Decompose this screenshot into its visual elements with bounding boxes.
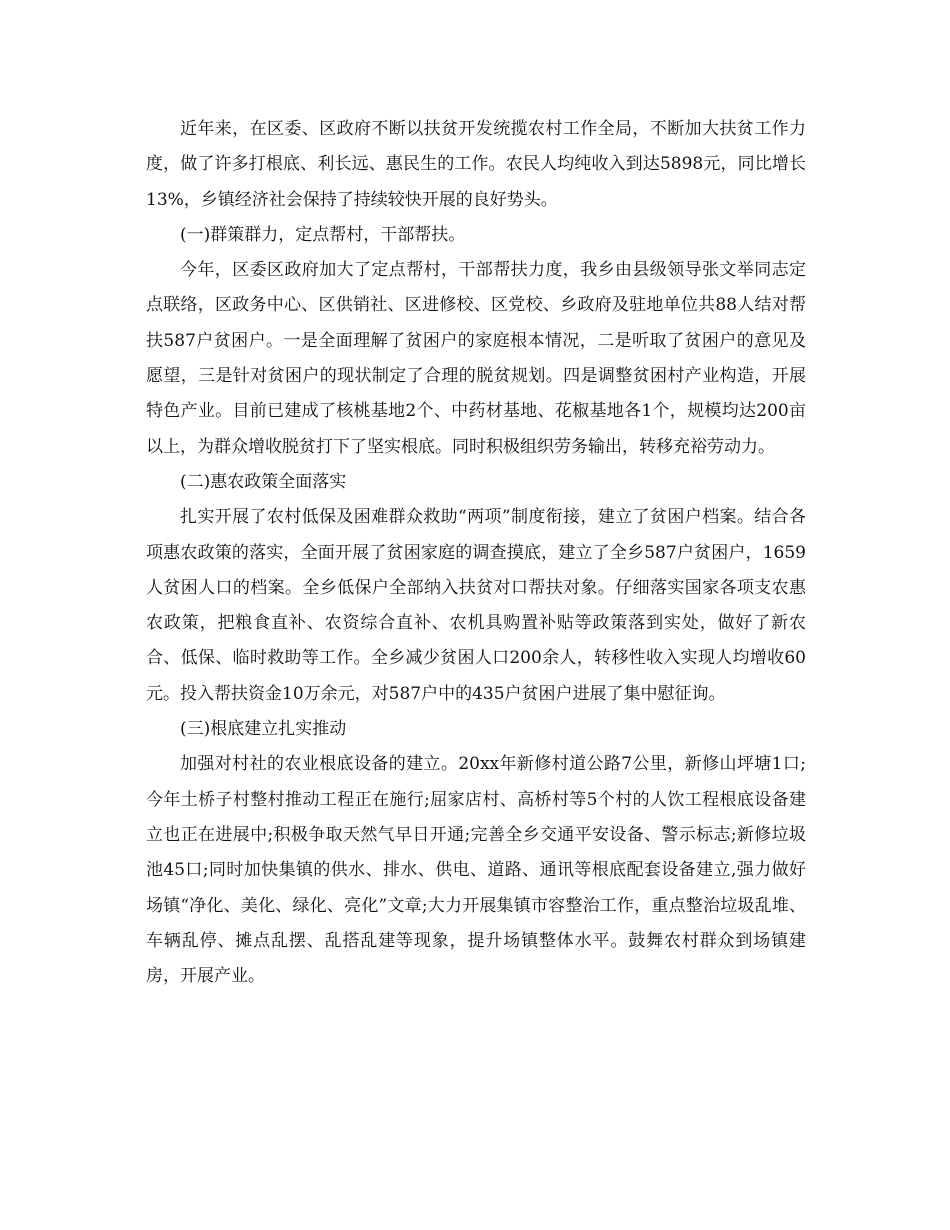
paragraph-section-1: 今年，区委区政府加大了定点帮村，干部帮扶力度，我乡由县级领导张文举同志定点联络，区政务中心、区供销社、区进修校、区党校、乡政府及驻地单位共88人结对帮扶587户贫困户。一是全面理解了贫困户的家庭根本情况，二是听取了贫困户的意见及愿望，三是针对贫困户的现状制定了合理的脱贫规划。四是调整贫困村产业构造，开展特色产业。目前已建成了核桃基地2个、中药材基地、花椒基地各1个，规模均达200亩以上，为群众增收脱贫打下了坚实根底。同时积极组织劳务输出，转移充裕劳动力。 bbox=[146, 260, 806, 457]
paragraph-intro: 近年来，在区委、区政府不断以扶贫开发统揽农村工作全局，不断加大扶贫工作力度，做了许多打根底、利长远、惠民生的工作。农民人均纯收入到达5898元，同比增长13%，乡镇经济社会保持了持续较快开展的良好势头。 bbox=[146, 119, 806, 210]
section-heading-3: (三)根底建立扎实推动 bbox=[180, 719, 347, 740]
section-heading-2: (二)惠农政策全面落实 bbox=[180, 471, 347, 492]
section-heading-1: (一)群策群力，定点帮村，干部帮扶。 bbox=[180, 224, 466, 245]
document-body bbox=[146, 112, 806, 994]
paragraph-section-2: 扎实开展了农村低保及困难群众救助“两项”制度衔接，建立了贫困户档案。结合各项惠农政策的落实，全面开展了贫困家庭的调查摸底，建立了全乡587户贫困户，1659人贫困人口的档案。全乡低保户全部纳入扶贫对口帮扶对象。仔细落实国家各项支农惠农政策，把粮食直补、农资综合直补、农机具购置补贴等政策落到实处，做好了新农合、低保、临时救助等工作。全乡减少贫困人口200余人，转移性收入实现人均增收60元。投入帮扶资金10万余元，对587户中的435户贫困户进展了集中慰征询。 bbox=[146, 507, 806, 704]
paragraph-section-3: 加强对村社的农业根底设备的建立。20xx年新修村道公路7公里，新修山坪塘1口;今年土桥子村整村推动工程正在施行;屈家店村、高桥村等5个村的人饮工程根底设备建立也正在进展中;积极争取天然气早日开通;完善全乡交通平安设备、警示标志;新修垃圾池45口;同时加快集镇的供水、排水、供电、道路、通讯等根底配套设备建立,强力做好场镇“净化、美化、绿化、亮化”文章;大力开展集镇市容整治工作，重点整治垃圾乱堆、车辆乱停、摊点乱摆、乱搭乱建等现象，提升场镇整体水平。鼓舞农村群众到场镇建房，开展产业。 bbox=[146, 754, 806, 987]
